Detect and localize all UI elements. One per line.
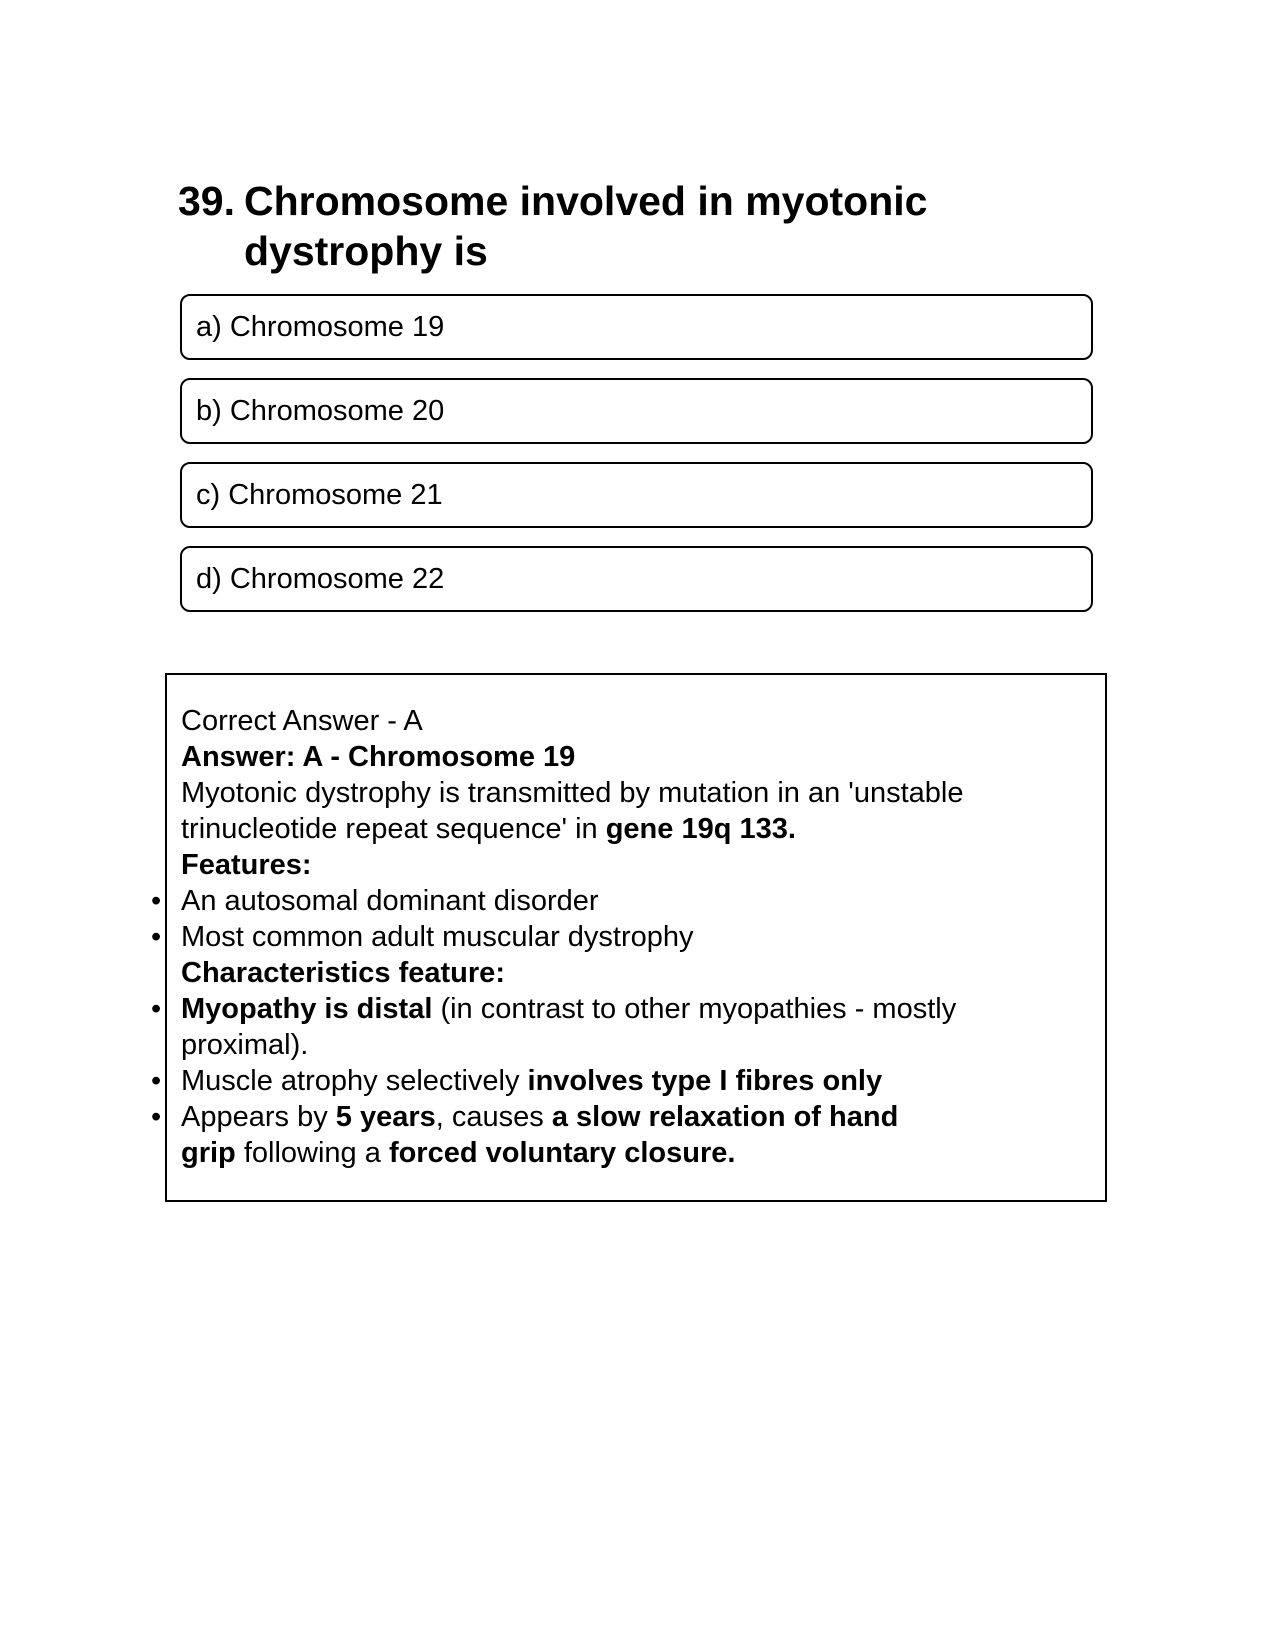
question-text: Chromosome involved in myotonic dystrophy is xyxy=(244,178,928,274)
question-number: 39. xyxy=(178,178,235,224)
characteristic-2-bold: involves type I fibres only xyxy=(527,1065,883,1097)
answer-line: Answer: A - Chromosome 19 xyxy=(181,741,576,773)
feature-item: • Most common adult muscular dystrophy xyxy=(181,919,1021,955)
characteristic-3-relaxation: a slow relaxation of hand grip xyxy=(181,1101,899,1169)
features-heading: Features: xyxy=(181,849,312,881)
characteristic-3-mid: , causes xyxy=(435,1101,552,1133)
question-heading xyxy=(178,176,998,276)
characteristic-3-closure: forced voluntary closure. xyxy=(388,1137,736,1169)
characteristic-item-1 xyxy=(181,991,1021,1063)
option-a[interactable]: a) Chromosome 19 xyxy=(180,294,1093,360)
characteristic-3-mid2: following a xyxy=(235,1137,389,1169)
characteristic-1-bold: Myopathy is distal xyxy=(181,993,433,1025)
feature-item: • An autosomal dominant disorder xyxy=(181,883,1021,919)
explanation-text: Myotonic dystrophy is transmitted by mutation in an 'unstable trinucleotide repeat sequence' in xyxy=(181,777,964,845)
correct-answer-line: Correct Answer - A xyxy=(181,705,423,737)
characteristic-item-3 xyxy=(181,1099,911,1171)
explanation xyxy=(181,775,1021,847)
explanation-gene: gene 19q 133. xyxy=(605,813,796,845)
characteristic-item-2 xyxy=(181,1063,1021,1099)
option-c[interactable]: c) Chromosome 21 xyxy=(180,462,1093,528)
characteristic-1-text: (in contrast to other myopathies - mostly proximal). xyxy=(181,993,957,1061)
characteristic-3-text: Appears by xyxy=(181,1101,336,1133)
option-b[interactable]: b) Chromosome 20 xyxy=(180,378,1093,444)
characteristic-3-years: 5 years xyxy=(335,1101,436,1133)
characteristics-heading: Characteristics feature: xyxy=(181,957,505,989)
answer-content xyxy=(181,703,1021,1171)
option-d[interactable]: d) Chromosome 22 xyxy=(180,546,1093,612)
characteristic-2-text: Muscle atrophy selectively xyxy=(181,1065,528,1097)
